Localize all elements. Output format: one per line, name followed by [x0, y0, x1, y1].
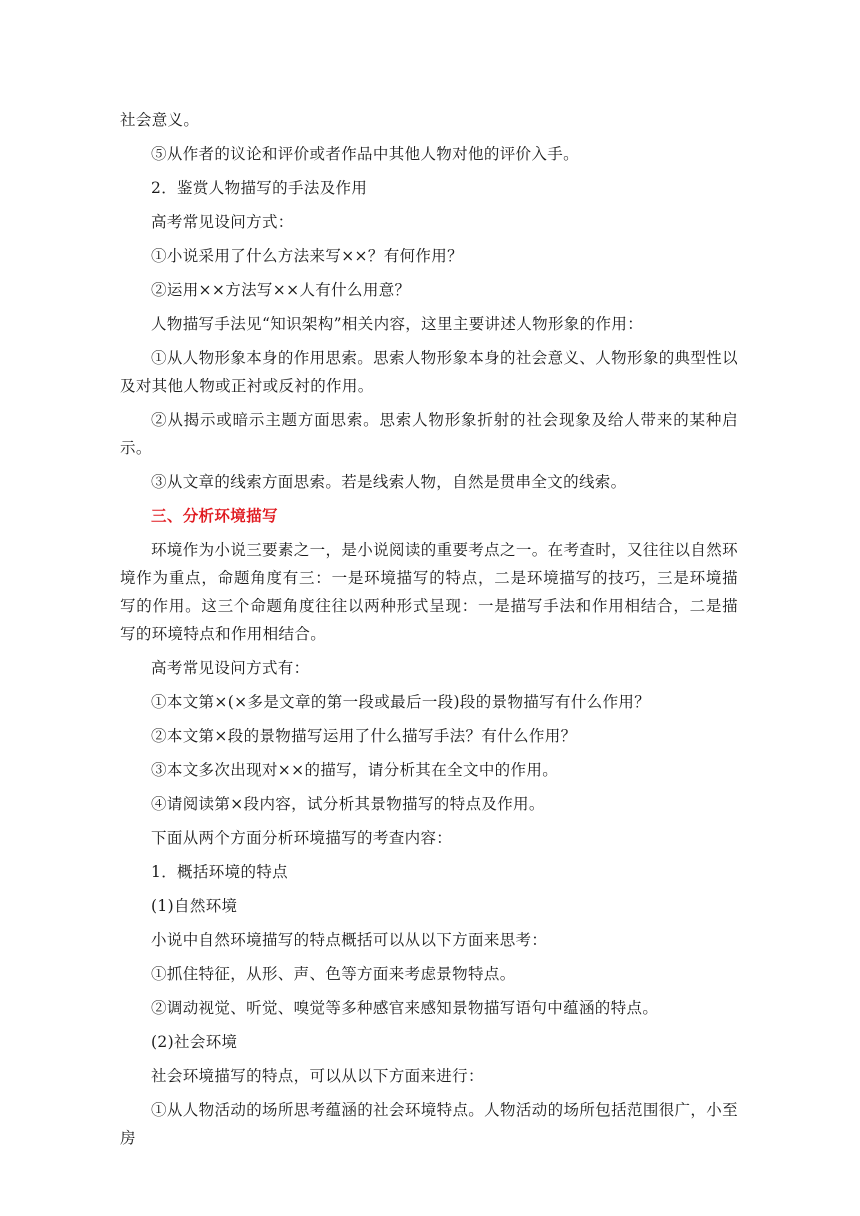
- document-body: [120, 106, 738, 1158]
- paragraph: ①抓住特征，从形、声、色等方面来考虑景物特点。: [151, 965, 516, 983]
- paragraph: ②从揭示或暗示主题方面思索。思索人物形象折射的社会现象及给人带来的某种启示。: [120, 411, 738, 457]
- paragraph: ①从人物形象本身的作用思索。思索人物形象本身的社会意义、人物形象的典型性以及对其他人物或正衬或反衬的作用。: [120, 349, 738, 395]
- paragraph: 1．概括环境的特点: [151, 863, 289, 881]
- section-heading-text: 三、分析环境描写: [151, 507, 278, 525]
- paragraph: ⑤从作者的议论和评价或者作品中其他人物对他的评价入手。: [151, 145, 579, 163]
- paragraph: 高考常见设问方式有：: [151, 659, 310, 677]
- paragraph: ②运用××方法写××人有什么用意？: [151, 281, 411, 299]
- paragraph: ②调动视觉、听觉、嗅觉等多种感官来感知景物描写语句中蕴涵的特点。: [151, 999, 659, 1017]
- paragraph: 人物描写手法见“知识架构”相关内容，这里主要讲述人物形象的作用：: [151, 315, 644, 333]
- paragraph: 高考常见设问方式：: [151, 213, 294, 231]
- paragraph: ②本文第×段的景物描写运用了什么描写手法？有什么作用？: [151, 727, 577, 745]
- paragraph: (2)社会环境: [151, 1033, 238, 1051]
- paragraph: 社会意义。: [120, 111, 200, 129]
- paragraph: ③从文章的线索方面思索。若是线索人物，自然是贯串全文的线索。: [151, 473, 627, 491]
- paragraph: 2．鉴赏人物描写的手法及作用: [151, 179, 368, 197]
- paragraph: 小说中自然环境描写的特点概括可以从以下方面来思考：: [151, 931, 548, 949]
- section-heading: [120, 502, 738, 530]
- paragraph: ①本文第×(×多是文章的第一段或最后一段)段的景物描写有什么作用？: [151, 693, 651, 711]
- paragraph: 下面从两个方面分析环境描写的考查内容：: [151, 829, 453, 847]
- paragraph: 环境作为小说三要素之一，是小说阅读的重要考点之一。在考查时，又往往以自然环境作为重点，命题角度有三：一是环境描写的特点，二是环境描写的技巧，三是环境描写的作用。这三个命题角度往往以两种形式呈现：一是描写手法和作用相结合，二是描写的环境特点和作用相结合。: [120, 541, 738, 643]
- paragraph: ④请阅读第×段内容，试分析其景物描写的特点及作用。: [151, 795, 545, 813]
- paragraph: ①从人物活动的场所思考蕴涵的社会环境特点。人物活动的场所包括范围很广，小至房: [120, 1101, 738, 1147]
- paragraph: (1)自然环境: [151, 897, 238, 915]
- paragraph: ①小说采用了什么方法来写××？有何作用？: [151, 247, 463, 265]
- paragraph: ③本文多次出现对××的描写，请分析其在全文中的作用。: [151, 761, 559, 779]
- paragraph: 社会环境描写的特点，可以从以下方面来进行：: [151, 1067, 484, 1085]
